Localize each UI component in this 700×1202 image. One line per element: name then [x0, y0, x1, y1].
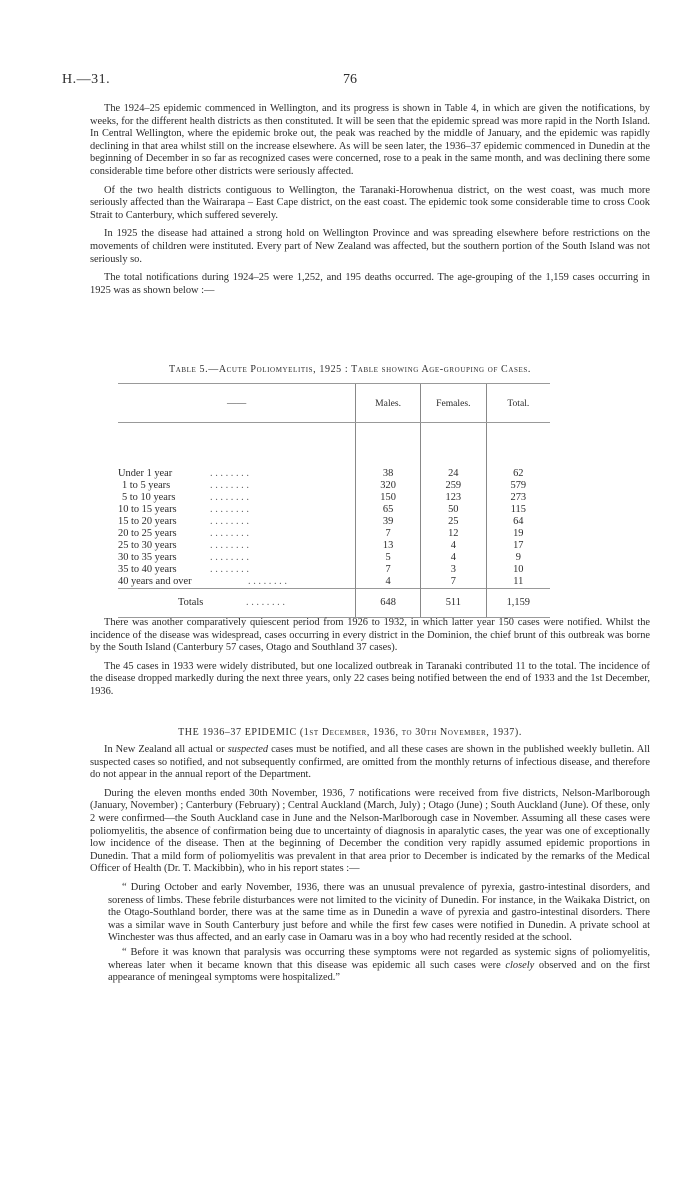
- table-row: [118, 564, 550, 576]
- cell-males: 38: [356, 468, 421, 480]
- quote-paragraph: “ During October and early November, 1936, there was an unusual prevalence of pyrexia, gastro-intestinal disorders, and soreness of limbs. These febrile disturbances were not limited to the vicinity of Dunedin. For instance, in the Waikaka District, on the Otago-Southland border, there was at the same time as in Dunedin a wave of pyrexia and gastro-intestinal disorders. There was a similar wave in South Canterbury just before and while the first few cases were notified in Dunedin. A private school at Winchester was thus affected, and an early case in Oamaru was in a boy who had recently resided at the school.: [108, 881, 650, 944]
- cell-total: 273: [486, 492, 550, 504]
- cell-total: 9: [486, 552, 550, 564]
- leader-dots: . . . . . . . .: [210, 468, 249, 479]
- leader-dots: . . . . . . . .: [210, 504, 249, 515]
- text-span: In New Zealand all actual or: [104, 744, 228, 755]
- row-label: 35 to 40 years: [118, 564, 177, 575]
- cell-females: 3: [420, 564, 486, 576]
- text-span: “ Before it was known that paralysis was occurring these symptoms were not regarded as systemic signs of poliomyelitis, whereas later when it became known that this disease was epidemic all such cases were: [108, 946, 650, 971]
- table-row: [118, 516, 550, 528]
- cell-males: 65: [356, 504, 421, 516]
- corner-header: ——: [118, 384, 356, 423]
- column-header-females: Females.: [420, 384, 486, 423]
- age-grouping-table: [118, 383, 550, 618]
- row-label: 1 to 5 years: [122, 480, 171, 491]
- paragraph: Of the two health districts contiguous to Wellington, the Taranaki-Horowhenua district, on the west coast, was much more seriously affected than the Wairarapa – East Cape district, on the east coast. The epidemic took some considerable time to cross Cook Strait to Canterbury, which suffered severely.: [90, 184, 650, 221]
- intro-text-block: [90, 103, 650, 303]
- leader-dots: . . . . . . . .: [210, 480, 249, 491]
- row-label: 40 years and over: [118, 576, 192, 587]
- cell-females: 12: [420, 528, 486, 540]
- cell-total: 579: [486, 480, 550, 492]
- leader-dots: . . . . . . . .: [210, 492, 249, 503]
- cell-males: 5: [356, 552, 421, 564]
- table-row: [118, 552, 550, 564]
- table-header-row: [118, 384, 550, 423]
- row-label: 15 to 20 years: [118, 516, 177, 527]
- leader-dots: . . . . . . . .: [210, 540, 249, 551]
- section-heading-main: THE 1936–37 EPIDEMIC: [178, 727, 297, 738]
- cell-total: 10: [486, 564, 550, 576]
- cell-total: 62: [486, 468, 550, 480]
- row-label: Under 1 year: [118, 468, 173, 479]
- paragraph: The total notifications during 1924–25 were 1,252, and 195 deaths occurred. The age-grouping of the 1,159 cases occurring in 1925 was as shown below :—: [90, 272, 650, 296]
- cell-males: 150: [356, 492, 421, 504]
- cell-males: 4: [356, 576, 421, 589]
- paragraph: There was another comparatively quiescent period from 1926 to 1932, in which latter year 150 cases were notified. Whilst the incidence of the disease was widespread, cases occurring in every district in the Dominion, the chief brunt of this outbreak was borne by the South Island (Canterbury 57 cases, Otago and Southland 37 cases).: [90, 617, 650, 654]
- row-label: 20 to 25 years: [118, 528, 177, 539]
- cell-females: 123: [420, 492, 486, 504]
- paragraph: In 1925 the disease had attained a strong hold on Wellington Province and was spreading elsewhere before restrictions on the movements of children were instituted. Every part of New Zealand was affected, but the southern portion of the South Island was not seriously so.: [90, 228, 650, 265]
- row-label: 10 to 15 years: [118, 504, 177, 515]
- total-females: 511: [420, 589, 486, 618]
- leader-dots: . . . . . . . .: [248, 576, 287, 587]
- table-row: [118, 468, 550, 480]
- cell-total: 11: [486, 576, 550, 589]
- paragraph: The 45 cases in 1933 were widely distributed, but one localized outbreak in Taranaki contributed 11 to the total. The incidence of the disease dropped markedly during the next three years, only 22 cases being notified between the end of 1933 and the 1st December, 1936.: [90, 660, 650, 697]
- table-row: [118, 480, 550, 492]
- row-label: 25 to 30 years: [118, 540, 177, 551]
- row-label: 30 to 35 years: [118, 552, 177, 563]
- cell-females: 24: [420, 468, 486, 480]
- cell-total: 115: [486, 504, 550, 516]
- totals-row: [118, 589, 550, 618]
- table-caption: Table 5.—Acute Poliomyelitis, 1925 : Table showing Age-grouping of Cases.: [169, 364, 531, 375]
- italic-text: suspected: [227, 744, 269, 755]
- section-heading: [0, 727, 700, 738]
- epidemic-text-block: [90, 744, 650, 987]
- leader-dots: . . . . . . . .: [210, 552, 249, 563]
- cell-total: 17: [486, 540, 550, 552]
- cell-females: 7: [420, 576, 486, 589]
- total-all: 1,159: [486, 589, 550, 618]
- table-row: [118, 504, 550, 516]
- mid-text-block: [90, 617, 650, 705]
- text-span: cases must be notified, and all these cases are shown in the published weekly bulletin. All suspected cases so notified, and not subsequently confirmed, are omitted from the monthly returns of infectious disease, and therefore do not appear in the annual report of the Department.: [90, 744, 650, 781]
- italic-text: closely: [505, 959, 535, 971]
- table-row: [118, 492, 550, 504]
- cell-males: 13: [356, 540, 421, 552]
- table-row: [118, 540, 550, 552]
- cell-males: 7: [356, 528, 421, 540]
- row-label: 5 to 10 years: [122, 492, 176, 503]
- cell-females: 50: [420, 504, 486, 516]
- leader-dots: . . . . . . . .: [210, 528, 249, 539]
- cell-females: 259: [420, 480, 486, 492]
- section-heading-sub: (1st December, 1936, to 30th November, 1937).: [299, 727, 522, 738]
- cell-total: 64: [486, 516, 550, 528]
- cell-males: 7: [356, 564, 421, 576]
- leader-dots: . . . . . . . .: [210, 564, 249, 575]
- leader-dots: . . . . . . . .: [246, 597, 285, 608]
- cell-total: 19: [486, 528, 550, 540]
- paragraph: The 1924–25 epidemic commenced in Wellington, and its progress is shown in Table 4, in which are given the notifications, by weeks, for the different health districts as then constituted. It will be seen that the epidemic spread was more rapid in the North Island. In Central Wellington, where the epidemic broke out, the peak was reached by the middle of January, and the epidemic was rapidly declining in that area whilst still on the increase elsewhere. As will be seen later, the 1936–37 epidemic commenced in Dunedin at the beginning of December in so far as recognized cases were concerned, rose to a peak in the same month, and was declining there some considerable time before other districts were seriously affected.: [90, 103, 650, 177]
- paragraph: During the eleven months ended 30th November, 1936, 7 notifications were received from five districts, Nelson-Marlborough (January, November) ; Canterbury (February) ; Central Auckland (March, July) ; Otago (June) ; South Auckland (June). Of these, only 2 were confirmed—the South Auckland case in June and the Nelson-Marlborough case in November. Assuming all these cases were poliomyelitis, the absence of confirmation being due to uncertainty of diagnosis in aparalytic cases, the year was one of exceptionally low incidence of the disease. Then at the beginning of December the condition very rapidly assumed epidemic proportions in Dunedin. That a mild form of poliomyelitis was prevalent in that area prior to December is indicated by the remarks of the Medical Officer of Health (Dr. T. Mackibbin), who in his report states :—: [90, 787, 650, 875]
- cell-males: 39: [356, 516, 421, 528]
- cell-females: 4: [420, 540, 486, 552]
- quote-paragraph: [90, 947, 650, 985]
- report-code: H.—31.: [62, 72, 111, 87]
- column-header-males: Males.: [356, 384, 421, 423]
- leader-dots: . . . . . . . .: [210, 516, 249, 527]
- cell-males: 320: [356, 480, 421, 492]
- page-number: 76: [343, 72, 357, 87]
- table-row: [118, 528, 550, 540]
- table-row: [118, 576, 550, 589]
- text-span: observed and on the first appearance of meningeal symptoms were hospitalized.”: [108, 959, 650, 984]
- column-header-total: Total.: [486, 384, 550, 423]
- paragraph: [90, 744, 650, 782]
- totals-label: Totals: [178, 597, 204, 608]
- total-males: 648: [356, 589, 421, 618]
- cell-females: 4: [420, 552, 486, 564]
- cell-females: 25: [420, 516, 486, 528]
